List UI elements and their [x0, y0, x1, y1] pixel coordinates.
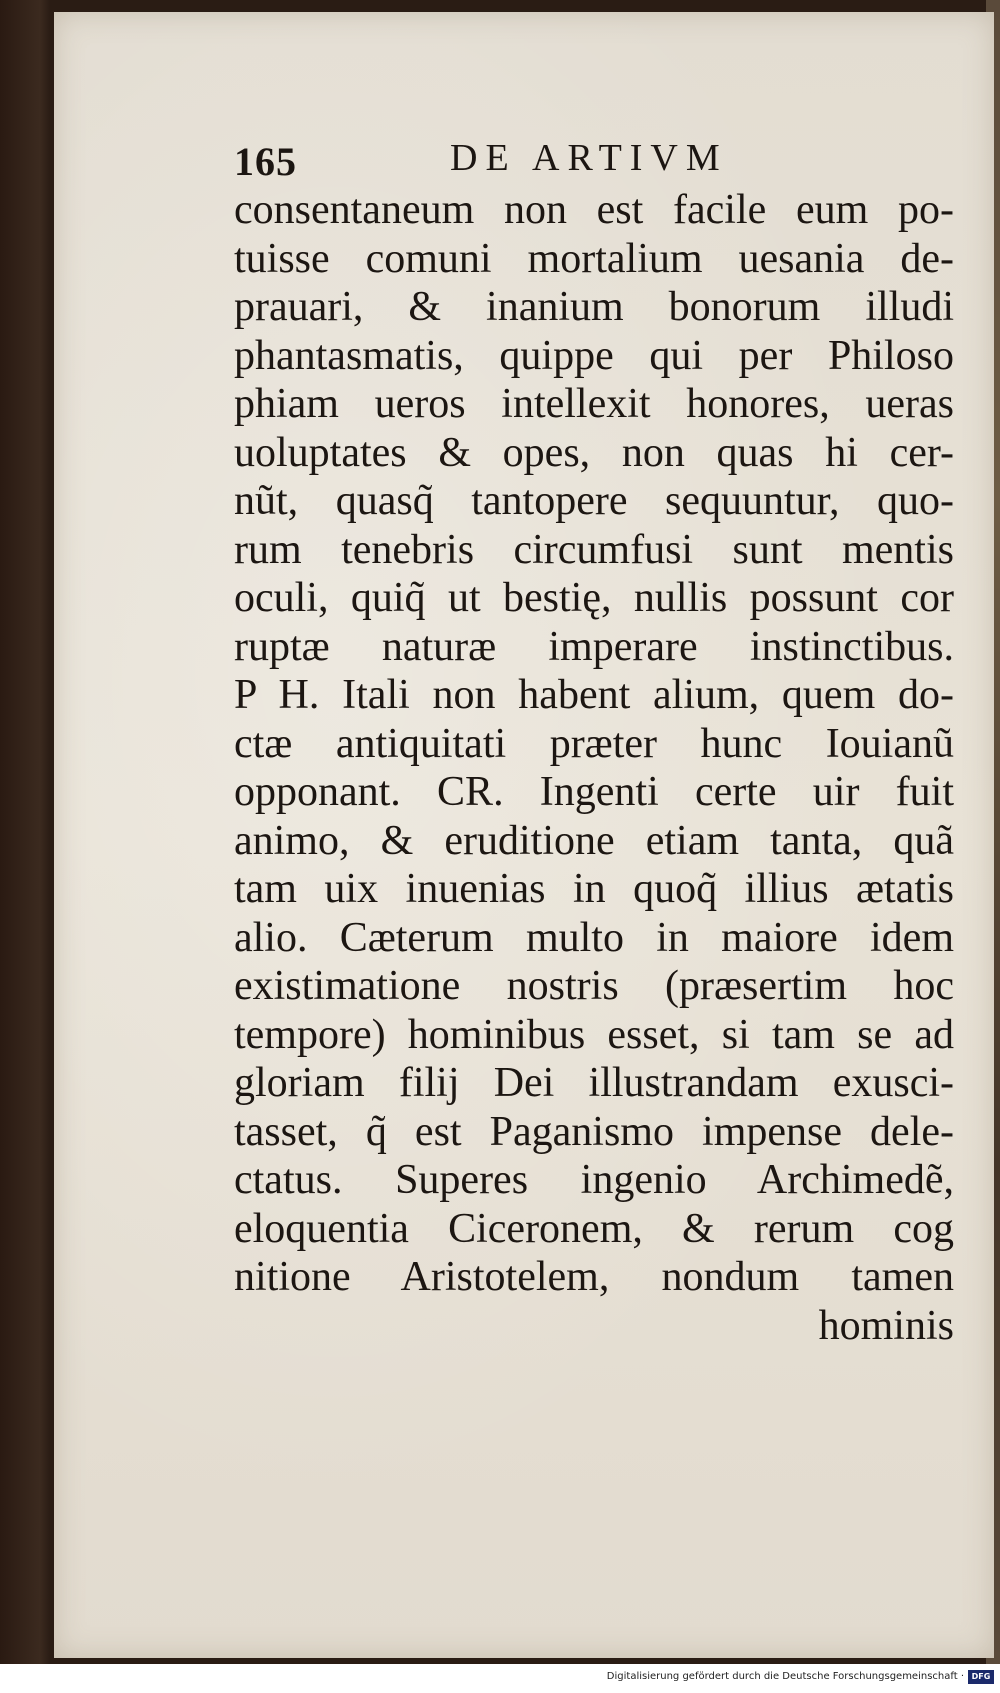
text-line: phantasmatis, quippe qui per Philoso [234, 332, 954, 379]
text-line: opponant. CR. Ingenti certe uir fuit [234, 769, 954, 815]
running-head-title: DE ARTIVM [450, 137, 728, 179]
text-line: tasset, q̃ est Paganismo impense dele- [234, 1108, 954, 1155]
text-line: consentaneum non est facile eum po- [234, 187, 954, 233]
text-line: uoluptates & opes, non quas hi cer- [234, 429, 954, 476]
text-body [234, 186, 954, 1350]
text-line: rum tenebris circumfusi sunt mentis [234, 526, 954, 573]
text-line: alio. Cæterum multo in maiore idem [234, 914, 954, 961]
book-page [54, 12, 994, 1658]
text-line: tempore) hominibus esset, si tam se ad [234, 1011, 954, 1058]
text-line: gloriam filij Dei illustrandam exusci- [234, 1060, 954, 1106]
text-line: prauari, & inanium bonorum illudi [234, 284, 954, 330]
text-line: ruptæ naturæ imperare instinctibus. [234, 623, 954, 670]
page-content [234, 130, 954, 1350]
text-line: tam uix inuenias in quoq̃ illius ætatis [234, 866, 954, 912]
text-line: ctæ antiquitati præter hunc Iouianũ [234, 720, 954, 767]
text-line: oculi, quiq̃ ut bestię, nullis possunt cor [234, 575, 954, 621]
text-line: ctatus. Superes ingenio Archimedẽ, [234, 1157, 954, 1203]
text-line: existimatione nostris (præsertim hoc [234, 963, 954, 1009]
digitization-credit: Digitalisierung gefördert durch die Deutsche Forschungsgemeinschaft · [606, 1671, 964, 1682]
text-line: tuisse comuni mortalium uesania de- [234, 235, 954, 282]
page-number: 165 [234, 139, 297, 184]
text-line: eloquentia Ciceronem, & rerum cog [234, 1205, 954, 1252]
catchword: hominis [818, 1302, 954, 1349]
footer-bar [0, 1664, 1000, 1693]
text-line: P H. Itali non habent alium, quem do- [234, 672, 954, 718]
text-line: nũt, quasq̃ tantopere sequuntur, quo- [234, 478, 954, 524]
running-head [234, 130, 954, 186]
dfg-logo: DFG [968, 1670, 994, 1684]
text-line: animo, & eruditione etiam tanta, quã [234, 817, 954, 864]
text-line: phiam ueros intellexit honores, ueras [234, 381, 954, 427]
text-line: nitione Aristotelem, nondum tamen [234, 1254, 954, 1300]
